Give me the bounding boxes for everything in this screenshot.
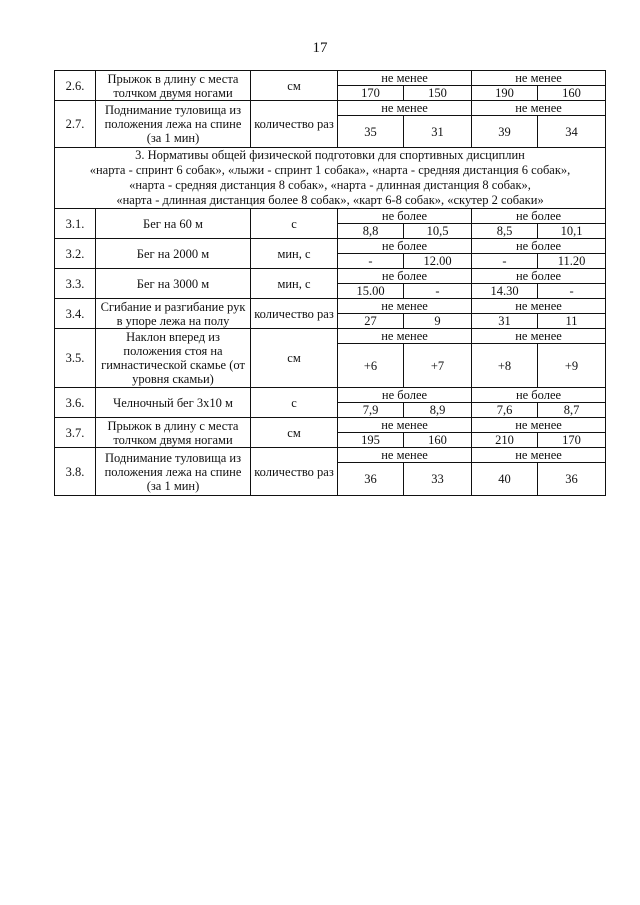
section-3-heading bbox=[55, 148, 606, 209]
table-row bbox=[55, 448, 606, 463]
value-cell: 27 bbox=[338, 314, 404, 329]
value-cell: 210 bbox=[472, 433, 538, 448]
row-number: 3.8. bbox=[55, 448, 96, 496]
row-number: 3.6. bbox=[55, 388, 96, 418]
table-row bbox=[55, 418, 606, 433]
value-cell: 36 bbox=[538, 463, 606, 496]
exercise-name: Поднимание туловища из положения лежа на спине (за 1 мин) bbox=[96, 101, 251, 148]
table-row bbox=[55, 71, 606, 86]
exercise-name: Бег на 3000 м bbox=[96, 269, 251, 299]
unit-cell: количество раз bbox=[251, 299, 338, 329]
value-cell: 14.30 bbox=[472, 284, 538, 299]
qualifier-second: не менее bbox=[472, 299, 606, 314]
table-row bbox=[55, 101, 606, 116]
value-cell: 12.00 bbox=[404, 254, 472, 269]
value-cell: 170 bbox=[538, 433, 606, 448]
unit-cell: мин, с bbox=[251, 269, 338, 299]
value-cell: +6 bbox=[338, 344, 404, 388]
qualifier-second: не менее bbox=[472, 101, 606, 116]
qualifier-second: не менее bbox=[472, 418, 606, 433]
qualifier-first: не более bbox=[338, 269, 472, 284]
row-number: 3.5. bbox=[55, 329, 96, 388]
qualifier-second: не менее bbox=[472, 329, 606, 344]
page-number: 17 bbox=[312, 40, 328, 56]
value-cell: 10,5 bbox=[404, 224, 472, 239]
table-body-top bbox=[55, 71, 606, 148]
unit-cell: см bbox=[251, 329, 338, 388]
exercise-name: Прыжок в длину с места толчком двумя ногами bbox=[96, 71, 251, 101]
unit-cell: мин, с bbox=[251, 239, 338, 269]
value-cell: 34 bbox=[538, 116, 606, 148]
section-discipline-line: «нарта - длинная дистанция более 8 собак», «карт 6-8 собак», «скутер 2 собаки» bbox=[116, 193, 544, 207]
value-cell: 190 bbox=[472, 86, 538, 101]
qualifier-second: не более bbox=[472, 239, 606, 254]
exercise-name: Сгибание и разгибание рук в упоре лежа на полу bbox=[96, 299, 251, 329]
value-cell: - bbox=[472, 254, 538, 269]
qualifier-second: не менее bbox=[472, 448, 606, 463]
value-cell: 9 bbox=[404, 314, 472, 329]
qualifier-first: не менее bbox=[338, 418, 472, 433]
exercise-name: Бег на 2000 м bbox=[96, 239, 251, 269]
qualifier-first: не более bbox=[338, 239, 472, 254]
unit-cell: см bbox=[251, 418, 338, 448]
unit-cell: количество раз bbox=[251, 101, 338, 148]
table-row bbox=[55, 388, 606, 403]
unit-cell: см bbox=[251, 71, 338, 101]
value-cell: 39 bbox=[472, 116, 538, 148]
value-cell: 195 bbox=[338, 433, 404, 448]
qualifier-first: не менее bbox=[338, 448, 472, 463]
value-cell: 7,9 bbox=[338, 403, 404, 418]
row-number: 3.3. bbox=[55, 269, 96, 299]
unit-cell: с bbox=[251, 209, 338, 239]
value-cell: 170 bbox=[338, 86, 404, 101]
value-cell: 11 bbox=[538, 314, 606, 329]
row-number: 3.4. bbox=[55, 299, 96, 329]
table-row bbox=[55, 299, 606, 314]
table-row bbox=[55, 209, 606, 224]
qualifier-first: не менее bbox=[338, 329, 472, 344]
qualifier-first: не менее bbox=[338, 101, 472, 116]
qualifier-second: не более bbox=[472, 209, 606, 224]
exercise-name: Бег на 60 м bbox=[96, 209, 251, 239]
unit-cell: количество раз bbox=[251, 448, 338, 496]
value-cell: 31 bbox=[404, 116, 472, 148]
value-cell: 8,5 bbox=[472, 224, 538, 239]
exercise-name: Прыжок в длину с места толчком двумя ногами bbox=[96, 418, 251, 448]
row-number: 3.1. bbox=[55, 209, 96, 239]
row-number: 2.7. bbox=[55, 101, 96, 148]
exercise-name: Челночный бег 3х10 м bbox=[96, 388, 251, 418]
value-cell: 33 bbox=[404, 463, 472, 496]
exercise-name: Наклон вперед из положения стоя на гимнастической скамье (от уровня скамьи) bbox=[96, 329, 251, 388]
value-cell: 8,8 bbox=[338, 224, 404, 239]
qualifier-first: не более bbox=[338, 388, 472, 403]
row-number: 3.7. bbox=[55, 418, 96, 448]
qualifier-second: не менее bbox=[472, 71, 606, 86]
row-number: 2.6. bbox=[55, 71, 96, 101]
qualifier-second: не более bbox=[472, 269, 606, 284]
value-cell: 160 bbox=[404, 433, 472, 448]
qualifier-first: не более bbox=[338, 209, 472, 224]
value-cell: 11.20 bbox=[538, 254, 606, 269]
qualifier-first: не менее bbox=[338, 299, 472, 314]
section-title: 3. Нормативы общей физической подготовки для спортивных дисциплин bbox=[135, 148, 525, 162]
value-cell: +9 bbox=[538, 344, 606, 388]
value-cell: 36 bbox=[338, 463, 404, 496]
value-cell: 150 bbox=[404, 86, 472, 101]
norms-table bbox=[54, 70, 606, 496]
value-cell: 35 bbox=[338, 116, 404, 148]
value-cell: - bbox=[538, 284, 606, 299]
value-cell: 8,9 bbox=[404, 403, 472, 418]
value-cell: - bbox=[338, 254, 404, 269]
value-cell: 160 bbox=[538, 86, 606, 101]
exercise-name: Поднимание туловища из положения лежа на спине (за 1 мин) bbox=[96, 448, 251, 496]
table-row bbox=[55, 239, 606, 254]
table-row bbox=[55, 269, 606, 284]
value-cell: 15.00 bbox=[338, 284, 404, 299]
value-cell: 31 bbox=[472, 314, 538, 329]
section-discipline-line: «нарта - спринт 6 собак», «лыжи - спринт 1 собака», «нарта - средняя дистанция 6 собак», bbox=[89, 163, 571, 177]
table-row bbox=[55, 329, 606, 344]
value-cell: 10,1 bbox=[538, 224, 606, 239]
section-discipline-line: «нарта - средняя дистанция 8 собак», «нарта - длинная дистанция 8 собак», bbox=[129, 178, 531, 192]
table-body-bottom bbox=[55, 209, 606, 496]
value-cell: +7 bbox=[404, 344, 472, 388]
value-cell: - bbox=[404, 284, 472, 299]
qualifier-first: не менее bbox=[338, 71, 472, 86]
value-cell: 40 bbox=[472, 463, 538, 496]
qualifier-second: не более bbox=[472, 388, 606, 403]
unit-cell: с bbox=[251, 388, 338, 418]
row-number: 3.2. bbox=[55, 239, 96, 269]
value-cell: 8,7 bbox=[538, 403, 606, 418]
value-cell: 7,6 bbox=[472, 403, 538, 418]
value-cell: +8 bbox=[472, 344, 538, 388]
